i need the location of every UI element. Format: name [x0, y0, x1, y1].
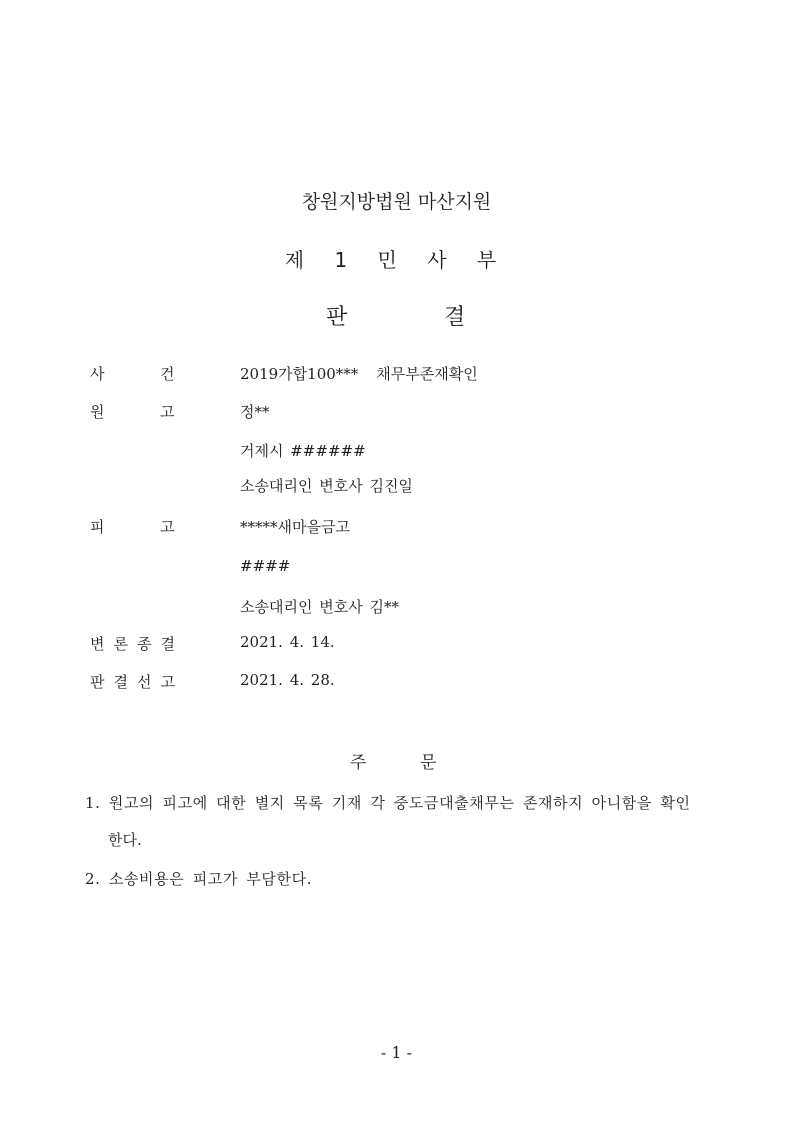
plaintiff-address: 거제시 ###### — [240, 442, 366, 460]
order-item-1-line-2: 한다. — [108, 831, 142, 849]
order-item-1-continuation — [108, 829, 738, 850]
judgment-date-row — [0, 671, 793, 695]
defendant-attorney-row — [0, 596, 793, 620]
document-type-char-2: 결 — [444, 305, 466, 330]
judgment-date-label: 판결선고 — [90, 673, 184, 691]
court-name: 창원지방법원 마산지원 — [301, 191, 492, 213]
page-number: - 1 - — [380, 1043, 413, 1062]
defendant-name: *****새마을금고 — [240, 518, 350, 536]
case-number: 2019가합100*** — [240, 365, 359, 383]
division-name: 제 1 민 사 부 — [284, 248, 509, 272]
plaintiff-row: 원 고 정** — [90, 403, 270, 421]
case-value — [240, 363, 478, 384]
order-heading-char-2: 문 — [420, 753, 437, 773]
plaintiff-name: 정** — [240, 403, 270, 421]
judgment-date: 2021. 4. 28. — [240, 671, 335, 689]
hearing-closed-label: 변론종결 — [90, 635, 184, 653]
plaintiff-attorney-row — [0, 475, 793, 499]
order-item-2 — [85, 868, 715, 889]
hearing-closed-date: 2021. 4. 14. — [240, 633, 335, 651]
case-row: 사 건 2019가합100*** 채무부존재확인 — [90, 365, 478, 383]
defendant-row: 피 고 *****새마을금고 — [90, 518, 350, 536]
document-type-char-1: 판 — [326, 305, 348, 330]
plaintiff-address-row — [0, 440, 793, 464]
defendant-attorney: 소송대리인 변호사 김** — [240, 598, 399, 616]
order-item-1-line-1: 1. 원고의 피고에 대한 별지 목록 기재 각 중도금대출채무는 존재하지 아니함을 확인 — [85, 794, 691, 812]
order-heading-char-1: 주 — [350, 753, 367, 773]
defendant-address-row — [0, 557, 793, 581]
defendant-address: #### — [240, 557, 291, 575]
order-item-1 — [85, 792, 715, 813]
hearing-closed-row — [0, 633, 793, 657]
order-item-2-line-1: 2. 소송비용은 피고가 부담한다. — [85, 870, 313, 888]
plaintiff-attorney: 소송대리인 변호사 김진일 — [240, 477, 413, 495]
case-title: 채무부존재확인 — [376, 365, 478, 383]
